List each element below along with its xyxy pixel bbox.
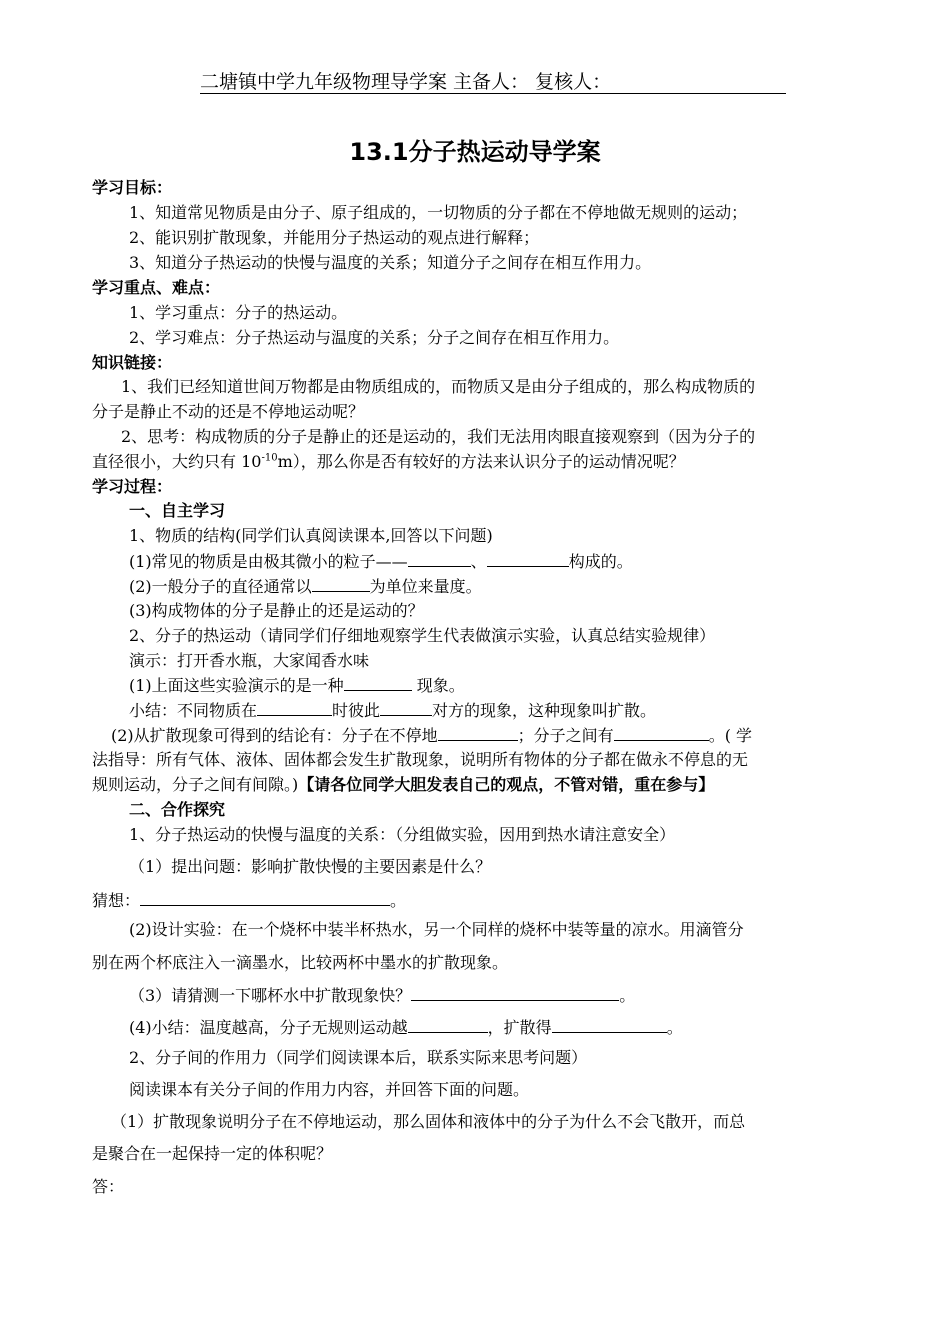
q-text: 。( 学 [708,726,753,745]
key-points-heading: 学习重点、难点： [92,278,221,297]
q-text: 猜想： [92,891,141,910]
answer-label: 答： [92,1177,125,1196]
link-2b-text-end: m），那么你是否有较好的方法来认识分子的运动情况呢？ [277,452,685,471]
method-guide-end [92,775,714,795]
answer-blank[interactable] [408,1017,488,1033]
answer-blank[interactable] [614,725,709,741]
q-text: (4)小结：温度越高，分子无规则运动越 [129,1018,408,1037]
exponent: -10 [261,452,278,464]
question-2-4 [129,1017,683,1038]
q-text: 时彼此 [332,701,381,720]
knowledge-link-2b [92,452,685,472]
q-text: 小结：不同物质在 [129,701,258,720]
q-text: ，扩散得 [487,1018,552,1037]
q-text: (2)从扩散现象可得到的结论有：分子在不停地 [111,726,438,745]
q-text: （3）请猜测一下哪杯水中扩散现象快？ [129,986,412,1005]
goals-heading: 学习目标： [92,178,173,197]
answer-blank[interactable] [552,1017,667,1033]
goal-2: 2、能识别扩散现象，并能用分子热运动的观点进行解释； [129,228,540,247]
link-2b-text: 直径很小，大约只有 10 [92,452,262,471]
answer-blank[interactable] [438,725,518,741]
q-text: 现象。 [411,676,465,695]
method-guide: 法指导：所有气体、液体、固体都会发生扩散现象，说明所有物体的分子都在做永不停息的无 [92,750,749,769]
answer-blank[interactable] [408,551,471,567]
reading-instruction: 阅读课本有关分子间的作用力内容，并回答下面的问题。 [129,1080,530,1099]
guess-answer-blank[interactable] [140,890,390,906]
q-text: ；分子之间有 [517,726,614,745]
q-text: 、 [470,552,487,571]
question-2-1: （1）提出问题：影响扩散快慢的主要因素是什么？ [129,857,492,876]
knowledge-link-heading: 知识链接： [92,353,173,372]
q-text: (2)一般分子的直径通常以 [129,577,312,596]
force-question-1b: 是聚合在一起保持一定的体积呢？ [92,1144,333,1163]
answer-blank[interactable] [411,985,619,1001]
encouragement-note: 【请各位同学大胆发表自己的观点，不管对错，重在参与】 [298,775,715,794]
part-2-item-2: 2、分子间的作用力（同学们阅读课本后，联系实际来思考问题） [129,1048,588,1067]
demo-question-2 [111,725,752,746]
knowledge-link-1a: 1、我们已经知道世间万物都是由物质组成的，而物质又是由分子组成的，那么构成物质的 [121,377,756,396]
question-1-2 [129,576,482,597]
question-2-2a: (2)设计实验：在一个烧杯中装半杯热水，另一个同样的烧杯中装等量的凉水。用滴管分 [129,920,744,939]
q-text: 规则运动，分子之间有间隙。) [92,775,299,794]
answer-blank[interactable] [257,700,332,716]
demo-question-1 [129,675,465,696]
knowledge-link-2a: 2、思考：构成物质的分子是静止的还是运动的，我们无法用肉眼直接观察到（因为分子的 [121,427,756,446]
question-1-3: (3)构成物体的分子是静止的还是运动的？ [129,601,424,620]
q-text: 。 [619,986,636,1005]
process-heading: 学习过程： [92,477,173,496]
part-1-heading: 一、自主学习 [129,501,226,520]
part-2-heading: 二、合作探究 [129,800,226,819]
answer-blank[interactable] [380,700,432,716]
question-2-3 [129,985,635,1006]
page-header: 二塘镇中学九年级物理导学案 主备人： 复核人： [200,71,612,93]
q-text: 为单位来量度。 [369,577,482,596]
q-text: 。 [390,891,407,910]
goal-3: 3、知道分子热运动的快慢与温度的关系；知道分子之间存在相互作用力。 [129,253,652,272]
knowledge-link-1b: 分子是静止不动的还是不停地运动呢？ [92,402,365,421]
answer-blank[interactable] [487,551,569,567]
goal-1: 1、知道常见物质是由分子、原子组成的，一切物质的分子都在不停地做无规则的运动； [129,203,748,222]
part-1-item-2: 2、分子的热运动（请同学们仔细地观察学生代表做演示实验，认真总结实验规律） [129,626,716,645]
demo-text: 演示：打开香水瓶，大家闻香水味 [129,651,370,670]
key-point-2: 2、学习难点：分子热运动与温度的关系；分子之间存在相互作用力。 [129,328,620,347]
force-question-1a: （1）扩散现象说明分子在不停地运动，那么固体和液体中的分子为什么不会飞散开，而总 [111,1112,746,1131]
guess-line [92,890,406,911]
q-text: (1)上面这些实验演示的是一种 [129,676,344,695]
part-2-item-1: 1、分子热运动的快慢与温度的关系：（分组做实验，因用到热水请注意安全） [129,825,676,844]
key-point-1: 1、学习重点：分子的热运动。 [129,303,348,322]
part-1-item-1: 1、物质的结构(同学们认真阅读课本,回答以下问题) [129,526,493,545]
page-title: 13.1分子热运动导学案 [349,138,601,166]
q-text: 。 [666,1018,683,1037]
header-underline [200,93,786,94]
question-1-1 [129,551,633,572]
diffusion-summary [129,700,656,721]
answer-blank[interactable] [312,576,370,592]
answer-blank[interactable] [344,675,412,691]
q-text: 对方的现象，这种现象叫扩散。 [432,701,657,720]
question-2-2b: 别在两个杯底注入一滴墨水，比较两杯中墨水的扩散现象。 [92,953,509,972]
q-text: (1)常见的物质是由极其微小的粒子—— [129,552,408,571]
q-text: 构成的。 [568,552,633,571]
